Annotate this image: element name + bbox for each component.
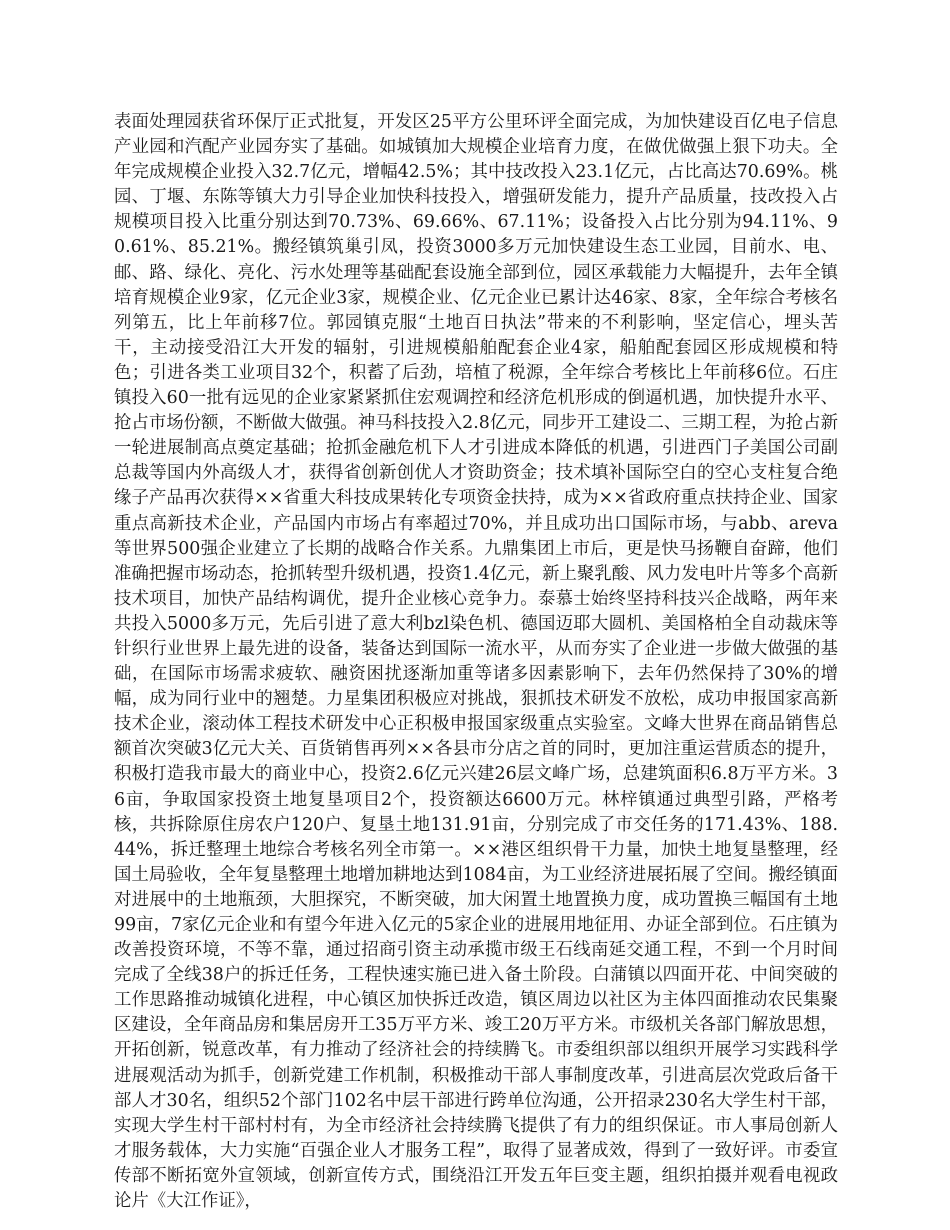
body-paragraph: 表面处理园获省环保厅正式批复，开发区25平方公里环评全面完成，为加快建设百亿电子信息产业园和汽配产业园夯实了基础。如城镇加大规模企业培育力度，在做优做强上狠下功夫。全年完成规模企业投入32.7亿元，增幅42.5%；其中技改投入23.1亿元，占比高达70.69%。桃园、丁堰、东陈等镇大力引导企业加快科技投入，增强研发能力，提升产品质量，技改投入占规模项目投入比重分别达到70.73%、69.66%、67.11%；设备投入占比分别为94.11%、90.61%、85.21%。搬经镇筑巢引凤，投资3000多万元加快建设生态工业园，目前水、电、邮、路、绿化、亮化、污水处理等基础配套设施全部到位，园区承载能力大幅提升，去年全镇培育规模企业9家，亿元企业3家，规模企业、亿元企业已累计达46家、8家，全年综合考核名列第五，比上年前移7位。郭园镇克服“土地百日执法”带来的不利影响，坚定信心，埋头苦干，主动接受沿江大开发的辐射，引进规模船舶配套企业4家，船舶配套园区形成规模和特色；引进各类工业项目32个，积蓄了后劲，培植了税源，全年综合考核比上年前移6位。石庄镇投入60一批有远见的企业家紧紧抓住宏观调控和经济危机形成的倒逼机遇，加快提升水平、抢占市场份额，不断做大做强。神马科技投入2.8亿元，同步开工建设二、三期工程，为抢占新一轮进展制高点奠定基础；抢抓金融危机下人才引进成本降低的机遇，引进西门子美国公司副总裁等国内外高级人才，获得省创新创优人才资助资金；技术填补国际空白的空心支柱复合绝缘子产品再次获得××省重大科技成果转化专项资金扶持，成为××省政府重点扶持企业、国家重点高新技术企业，产品国内市场占有率超过70%，并且成功出口国际市场，与abb、areva等世界500强企业建立了长期的战略合作关系。九鼎集团上市后，更是快马扬鞭自奋蹄，他们准确把握市场动态，抢抓转型升级机遇，投资1.4亿元，新上聚乳酸、风力发电叶片等多个高新技术项目，加快产品结构调优，提升企业核心竞争力。泰慕士始终坚持科技兴企战略，两年来共投入5000多万元，先后引进了意大利bzl染色机、德国迈耶大圆机、美国格柏全自动裁床等针织行业世界上最先进的设备，装备达到国际一流水平，从而夯实了企业进一步做大做强的基础，在国际市场需求疲软、融资困扰逐渐加重等诸多因素影响下，去年仍然保持了30%的增幅，成为同行业中的翘楚。力星集团积极应对挑战，狠抓技术研发不放松，成功申报国家高新技术企业，滚动体工程技术研发中心正积极申报国家级重点实验室。文峰大世界在商品销售总额首次突破3亿元大关、百货销售再列××各县市分店之首的同时，更加注重运营质态的提升，积极打造我市最大的商业中心，投资2.6亿元兴建26层文峰广场，总建筑面积6.8万平方米。36亩，争取国家投资土地复垦项目2个，投资额达6600万元。林梓镇通过典型引路，严格考核，共拆除原住房农户120户、复垦土地131.91亩，分别完成了市交任务的171.43%、188.44%，拆迁整理土地综合考核名列全市第一。××港区组织骨干力量，加快土地复垦整理，经国土局验收，全年复垦整理土地增加耕地达到1084亩，为工业经济进展拓展了空间。搬经镇面对进展中的土地瓶颈，大胆探究，不断突破，加大闲置土地置换力度，成功置换三幅国有土地99亩，7家亿元企业和有望今年进入亿元的5家企业的进展用地征用、办证全部到位。石庄镇为改善投资环境，不等不靠，通过招商引资主动承揽市级王石线南延交通工程，不到一个月时间完成了全线38户的拆迁任务，工程快速实施已进入备土阶段。白蒲镇以四面开花、中间突破的工作思路推动城镇化进程，中心镇区加快拆迁改造，镇区周边以社区为主体四面推动农民集聚区建设，全年商品房和集居房开工35万平方米、竣工20万平方米。市级机关各部门解放思想，开拓创新，锐意改革，有力推动了经济社会的持续腾飞。市委组织部以组织开展学习实践科学进展观活动为抓手，创新党建工作机制，积极推动干部人事制度改革，引进高层次党政后备干部人才30名，组织52个部门102名中层干部进行跨单位沟通，公开招录230名大学生村干部，实现大学生村干部村村有，为全市经济社会持续腾飞提供了有力的组织保证。市人事局创新人才服务载体，大力实施“百强企业人才服务工程”，取得了显著成效，得到了一致好评。市委宣传部不断拓宽外宣领域，创新宣传方式，围绕沿江开发五年巨变主题，组织拍摄并观看电视政论片《大江作证》，: [114, 112, 838, 1212]
document-page: [114, 110, 838, 1214]
